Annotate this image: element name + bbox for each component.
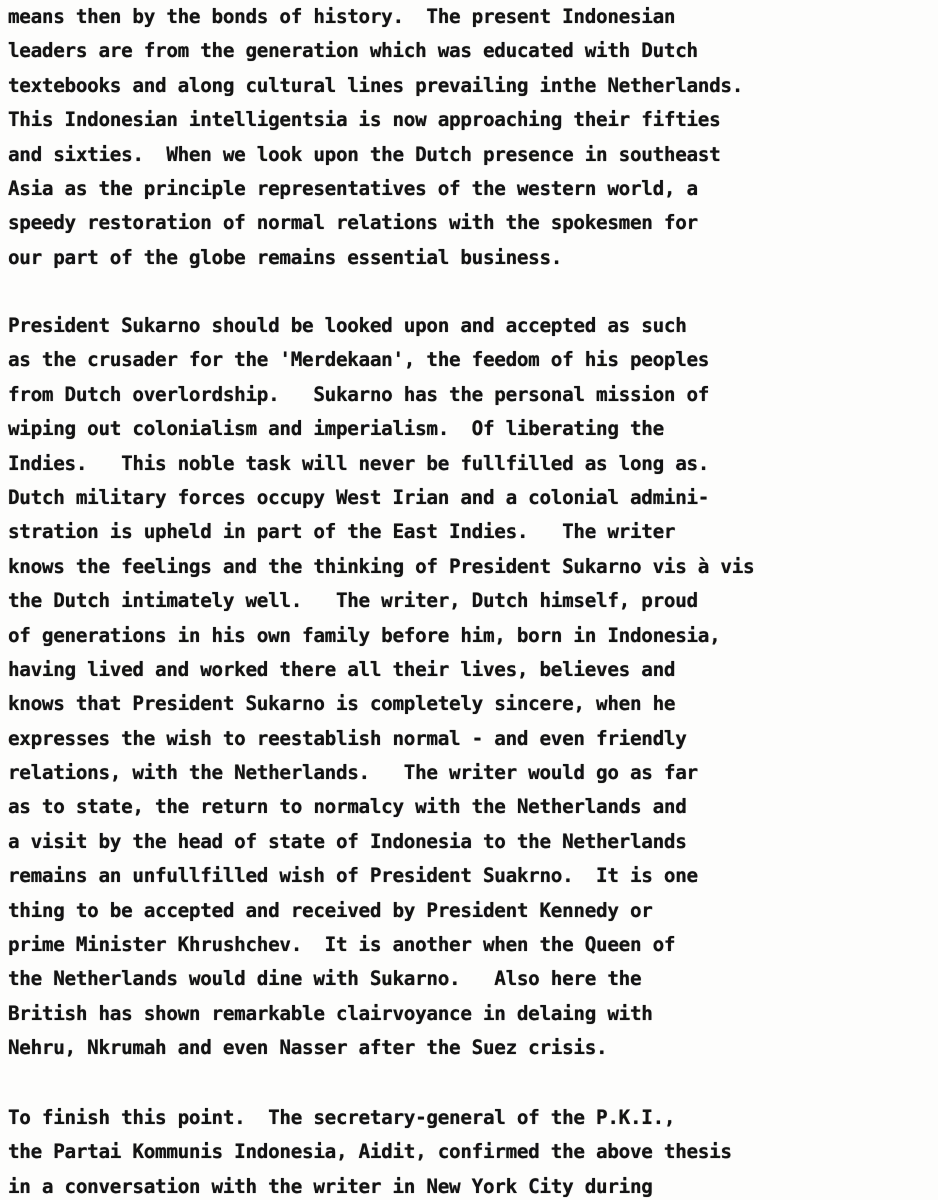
- text-line: from Dutch overlordship. Sukarno has the personal mission of: [8, 382, 710, 406]
- text-line: leaders are from the generation which was educated with Dutch: [8, 39, 698, 63]
- text-line: British has shown remarkable clairvoyance in delaing with: [8, 1001, 653, 1025]
- paragraph-sukarno: [8, 309, 936, 1066]
- text-line: Asia as the principle representatives of the western world, a: [8, 176, 698, 200]
- paragraph-pki: [8, 1101, 936, 1204]
- text-line: Dutch military forces occupy West Irian and a colonial admini-: [8, 485, 710, 509]
- text-line: as to state, the return to normalcy with the Netherlands and: [8, 795, 687, 819]
- text-line: Indies. This noble task will never be fullfilled as long as.: [8, 451, 710, 475]
- text-line: relations, with the Netherlands. The writer would go as far: [8, 761, 698, 785]
- text-line: wiping out colonialism and imperialism. Of liberating the: [8, 417, 664, 441]
- text-line: having lived and worked there all their lives, believes and: [8, 657, 676, 681]
- text-line: stration is upheld in part of the East Indies. The writer: [8, 520, 676, 544]
- text-line: prime Minister Khrushchev. It is another when the Queen of: [8, 933, 676, 957]
- text-line: speedy restoration of normal relations with the spokesmen for: [8, 211, 698, 235]
- text-line: expresses the wish to reestablish normal - and even friendly: [8, 726, 687, 750]
- text-line: of generations in his own family before him, born in Indonesia,: [8, 623, 721, 647]
- text-line: knows that President Sukarno is completely sincere, when he: [8, 692, 676, 716]
- text-line: our part of the globe remains essential business.: [8, 245, 563, 269]
- text-line: means then by the bonds of history. The present Indonesian: [8, 5, 676, 28]
- text-line: in a conversation with the writer in New York City during: [8, 1174, 653, 1198]
- text-line: To finish this point. The secretary-general of the P.K.I.,: [8, 1106, 676, 1129]
- text-line: This Indonesian intelligentsia is now approaching their fifties: [8, 108, 721, 132]
- text-line: remains an unfullfilled wish of President Suakrno. It is one: [8, 864, 698, 888]
- text-line: as the crusader for the 'Merdekaan', the feedom of his peoples: [8, 348, 710, 372]
- text-line: the Partai Kommunis Indonesia, Aidit, confirmed the above thesis: [8, 1140, 732, 1164]
- text-line: the Dutch intimately well. The writer, Dutch himself, proud: [8, 589, 698, 613]
- text-line: President Sukarno should be looked upon and accepted as such: [8, 314, 687, 337]
- text-line: textebooks and along cultural lines prevailing inthe Netherlands.: [8, 73, 744, 97]
- text-line: a visit by the head of state of Indonesia to the Netherlands: [8, 829, 687, 853]
- text-line: and sixties. When we look upon the Dutch presence in southeast: [8, 142, 721, 166]
- text-line: the Netherlands would dine with Sukarno. Also here the: [8, 967, 642, 991]
- text-line: thing to be accepted and received by President Kennedy or: [8, 898, 653, 922]
- paragraph-dutch-relations: [8, 0, 936, 275]
- text-line: knows the feelings and the thinking of President Sukarno vis à vis: [8, 554, 755, 578]
- text-line: Nehru, Nkrumah and even Nasser after the Suez crisis.: [8, 1036, 608, 1060]
